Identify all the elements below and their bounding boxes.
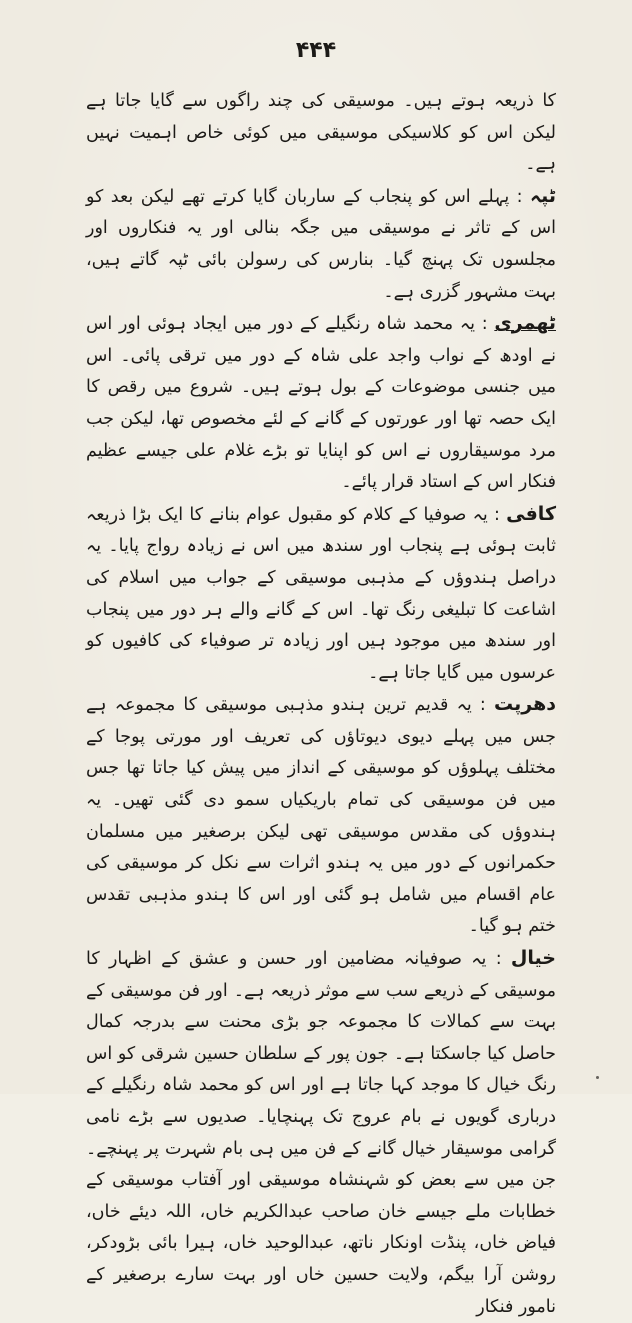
paragraph-khayal <box>86 943 556 1323</box>
paragraph-text: پہلے اس کو پنجاب کے ساربان گایا کرتے تھے لیکن بعد کو اس کے تاثر نے موسیقی میں جگہ بنالی اور یہ فنکاروں اور مجلسوں تک پہنچ گیا۔ بنارس کی رسولن بائی ٹپہ گاتے ہیں، بہت مشہور گزری ہے۔ <box>86 186 556 302</box>
page-number: ۴۴۴ <box>295 38 337 63</box>
term-separator: : <box>487 504 507 525</box>
term-heading: خیال <box>510 947 556 970</box>
paragraph-kafi <box>86 499 556 690</box>
term-separator: : <box>509 186 530 207</box>
paragraph-text: یہ قدیم ترین ہندو مذہبی موسیقی کا مجموعہ ہے جس میں پہلے دیوی دیوتاؤں کی تعریف اور مورتی پوجا کے مختلف پہلوؤں کو موسیقی کے انداز میں پیش کیا جاتا تھا جس میں فن موسیقی کی تمام باریکیاں سمو دی گئی تھیں۔ یہ ہندوؤں کی مقدس موسیقی تھی لیکن برصغیر میں مسلمان حکمرانوں کے دور میں یہ ہندو اثرات سے نکل کر موسیقی کی عام اقسام میں شامل ہو گئی اور اس کا ہندو مذہبی تقدس ختم ہو گیا۔ <box>86 695 556 937</box>
paragraph-text: یہ محمد شاہ رنگیلے کے دور میں ایجاد ہوئی اور اس نے اودھ کے نواب واجد علی شاہ کے دور میں ترقی پائی۔ اس میں جنسی موضوعات کے بول ہوتے ہیں۔ شروع میں رقص کا ایک حصہ تھا اور عورتوں کے گانے کے لئے مخصوص تھا، لیکن جب مرد موسیقاروں نے اس کو اپنایا تو بڑے غلام علی جیسے عظیم فنکار اس کے استاد قرار پائے۔ <box>86 314 556 493</box>
paragraph-thumri <box>86 308 556 499</box>
term-separator: : <box>471 695 494 716</box>
term-separator: : <box>486 949 511 970</box>
paragraph-text: یہ صوفیا کے کلام کو مقبول عوام بنانے کا ایک بڑا ذریعہ ثابت ہوئی ہے پنجاب اور سندھ میں اس نے زیادہ رواج پایا۔ یہ دراصل ہندوؤں کے مذہبی موسیقی کے جواب میں اسلام کی اشاعت کا تبلیغی رنگ تھا۔ اس کے گانے والے ہر دور میں پنجاب اور سندھ میں موجود ہیں اور زیادہ تر صوفیاء کی کافیوں کو عرسوں میں گایا جاتا ہے۔ <box>86 504 556 683</box>
term-heading: ٹھمری <box>494 312 556 335</box>
term-heading: دھرپت <box>494 693 556 716</box>
paragraph-text: کا ذریعہ ہوتے ہیں۔ موسیقی کی چند راگوں سے گایا جاتا ہے لیکن اس کو کلاسیکی موسیقی میں کوئی خاص اہمیت نہیں ہے۔ <box>86 91 556 175</box>
term-separator: : <box>475 314 495 335</box>
ink-speck <box>596 1076 599 1079</box>
term-heading: ٹپہ <box>529 184 556 207</box>
paragraph-intro <box>86 86 556 181</box>
page-text <box>86 86 556 1323</box>
paragraph-dhrupad <box>86 689 556 943</box>
paragraph-tappa <box>86 181 556 308</box>
term-heading: کافی <box>506 502 556 525</box>
paragraph-text: یہ صوفیانہ مضامین اور حسن و عشق کے اظہار کا موسیقی کے ذریعے سب سے موثر ذریعہ ہے۔ اور فن موسیقی کے بہت سے کمالات کا مجموعہ جو بڑی محنت سے بدرجہ کمال حاصل کیا جاسکتا ہے۔ جون پور کے سلطان حسین شرقی کو اس رنگ خیال کا موجد کہا جاتا ہے اور اس کو محمد شاہ رنگیلے کے درباری گویوں نے بام عروج تک پہنچایا۔ صدیوں سے بڑے نامی گرامی موسیقار خیال گانے کے فن میں ہی بام شہرت پر پہنچے۔ جن میں سے بعض کو شہنشاہ موسیقی اور آفتاب موسیقی کے خطابات ملے جیسے خان صاحب عبدالکریم خاں، اللہ دیئے خاں، فیاض خاں، پنڈت اونکار ناتھ، عبدالوحید خاں، ہیرا بائی بڑودکر، روشن آرا بیگم، ولایت حسین خاں اور بہت سارے برصغیر کے نامور فنکار <box>86 949 556 1317</box>
